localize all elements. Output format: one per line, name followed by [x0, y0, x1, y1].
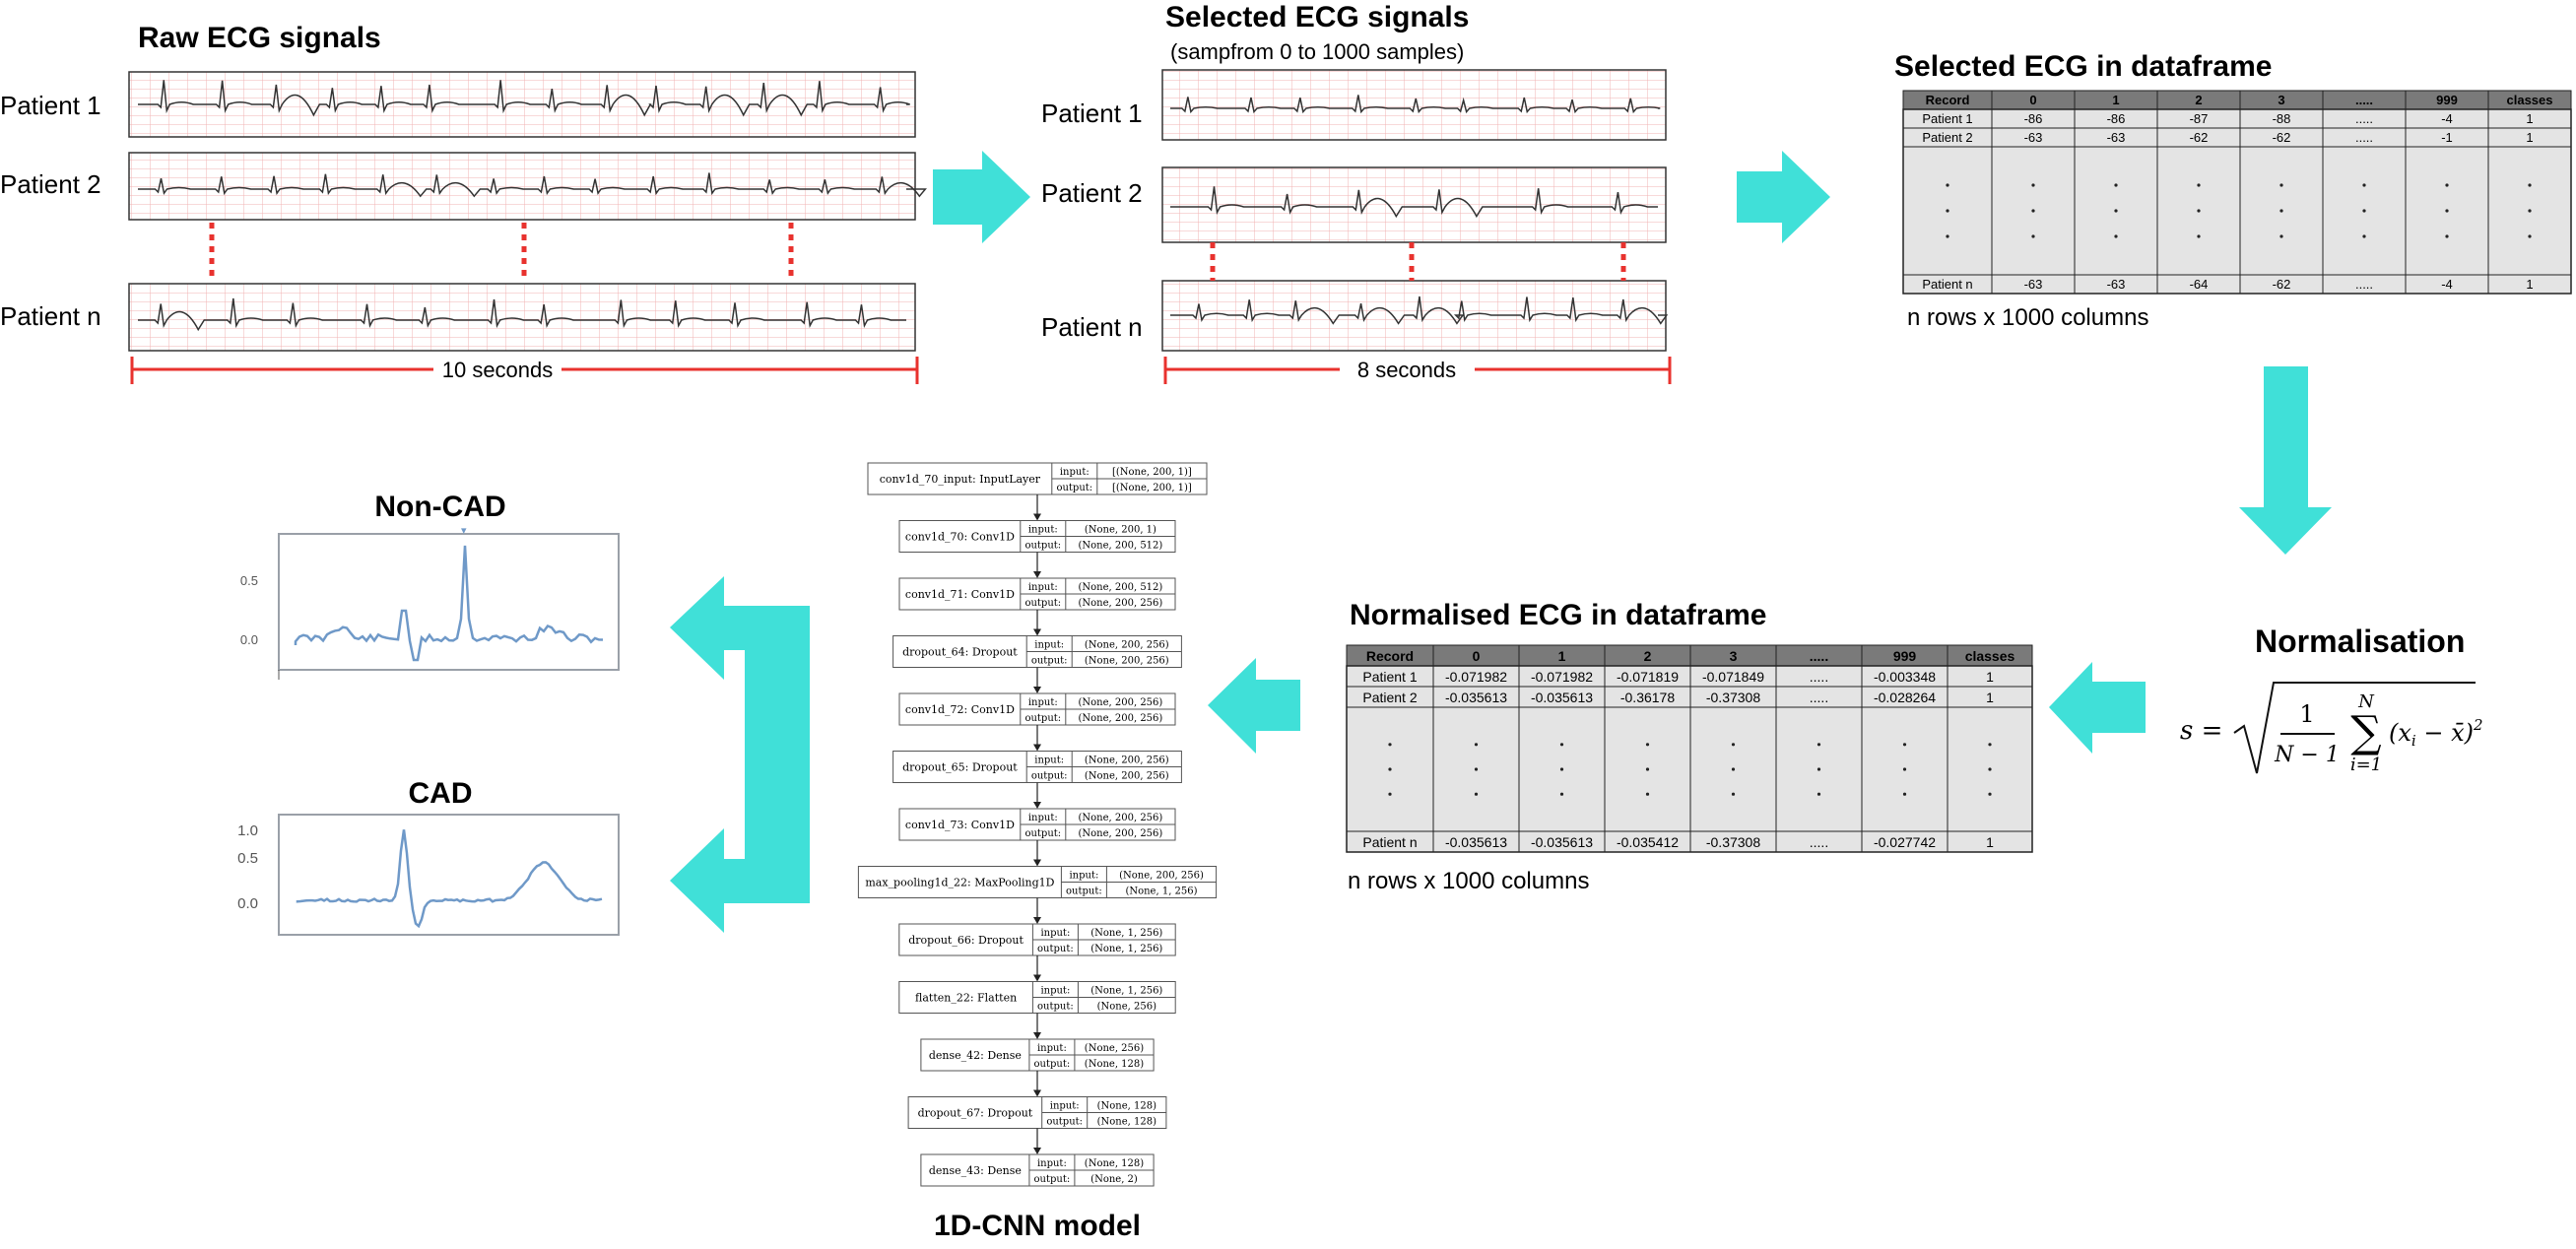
- formula-sum-top: N: [2358, 691, 2374, 712]
- table-header-cell: 0: [2029, 93, 2037, 107]
- formula-lhs: s =: [2180, 716, 2223, 746]
- sel-patient-2-label: Patient 2: [1041, 178, 1143, 208]
- ellipsis-dot: [2445, 234, 2448, 237]
- table-cell: -0.37308: [1705, 690, 1761, 705]
- cnn-layer-name: conv1d_73: Conv1D: [904, 819, 1015, 831]
- table-header-cell: 3: [2278, 93, 2285, 107]
- table-cell: -0.027742: [1873, 834, 1937, 850]
- cnn-layer-name: dropout_67: Dropout: [917, 1106, 1033, 1120]
- ellipsis-dot: [1817, 743, 1820, 746]
- table-header-cell: Record: [1925, 93, 1970, 107]
- raw-patient-n-label: Patient n: [0, 301, 101, 331]
- cnn-input-label: input:: [1036, 1158, 1067, 1169]
- cnn-output-label: output:: [1024, 828, 1062, 839]
- cnn-input-label: input:: [1040, 985, 1071, 997]
- cnn-layer-name: conv1d_72: Conv1D: [904, 703, 1015, 716]
- ellipsis-dot: [2279, 234, 2282, 237]
- cnn-connector-head: [1033, 802, 1041, 809]
- cnn-connector-head: [1033, 1090, 1041, 1097]
- table-header-cell: 1: [1557, 648, 1566, 664]
- cnn-input-shape: (None, 128): [1084, 1158, 1145, 1169]
- cnn-connector-head: [1033, 514, 1041, 521]
- cnn-connector-head: [1033, 975, 1041, 982]
- ellipsis-dot: [1988, 767, 1991, 770]
- normalisation-formula: [2180, 683, 2483, 775]
- ellipsis-dot: [1903, 793, 1906, 796]
- ellipsis-dot: [1946, 183, 1949, 186]
- table-cell: -0.071982: [1530, 669, 1594, 685]
- table-cell: -1: [2441, 130, 2453, 145]
- ellipsis-dot: [2445, 209, 2448, 212]
- ellipsis-dot: [1560, 767, 1563, 770]
- raw-continuation-dots: [212, 223, 791, 282]
- formula-denominator: N − 1: [2275, 743, 2340, 767]
- cnn-input-shape: (None, 200, 256): [1084, 639, 1169, 651]
- sel-patient-1-label: Patient 1: [1041, 99, 1143, 128]
- cnn-layer-name: dense_42: Dense: [928, 1049, 1022, 1062]
- table-cell: 1: [1986, 834, 1994, 850]
- cnn-input-label: input:: [1027, 524, 1058, 536]
- table-cell: -0.035412: [1616, 834, 1680, 850]
- cnn-output-shape: (None, 200, 512): [1078, 540, 1163, 552]
- ellipsis-dot: [1388, 743, 1391, 746]
- noncad-tick-00: 0.0: [239, 632, 258, 647]
- selected-title: Selected ECG signals: [1165, 1, 1470, 33]
- cnn-layer: [899, 578, 1175, 610]
- table-cell: -4: [2441, 111, 2453, 126]
- cnn-input-label: input:: [1049, 1100, 1080, 1112]
- cnn-layer: [893, 752, 1182, 783]
- ellipsis-dot: [1946, 234, 1949, 237]
- table-header-cell: .....: [1809, 648, 1829, 664]
- cad-title: CAD: [408, 777, 473, 810]
- df-selected-title: Selected ECG in dataframe: [1894, 50, 2273, 83]
- cnn-output-shape: (None, 128): [1084, 1059, 1145, 1070]
- ellipsis-dot: [1388, 793, 1391, 796]
- ellipsis-dot: [1817, 767, 1820, 770]
- ellipsis-dot: [1475, 767, 1478, 770]
- cnn-input-label: input:: [1069, 870, 1099, 882]
- cnn-layer-name: conv1d_70_input: InputLayer: [879, 473, 1041, 486]
- cnn-layer-name: conv1d_70: Conv1D: [904, 530, 1015, 544]
- raw-duration-label: 10 seconds: [441, 358, 554, 382]
- cnn-output-shape: [(None, 200, 1)]: [1111, 483, 1192, 493]
- raw-patient-2-label: Patient 2: [0, 169, 101, 199]
- cnn-input-shape: (None, 200, 256): [1084, 755, 1169, 766]
- cnn-title: 1D-CNN model: [933, 1210, 1142, 1242]
- table-header-cell: 999: [2436, 93, 2458, 107]
- raw-title: Raw ECG signals: [138, 22, 381, 54]
- arrow-normalisation-to-dataframe: [2049, 662, 2146, 754]
- ellipsis-dot: [1732, 793, 1735, 796]
- cnn-layer-name: dropout_65: Dropout: [902, 760, 1018, 774]
- df-normalised-caption: n rows x 1000 columns: [1348, 868, 1590, 894]
- ellipsis-dot: [1732, 743, 1735, 746]
- table-header-cell: Record: [1365, 648, 1415, 664]
- cnn-input-label: input:: [1040, 928, 1071, 939]
- cnn-input-shape: (None, 200, 256): [1078, 813, 1163, 823]
- cnn-output-shape: (None, 200, 256): [1084, 770, 1169, 782]
- cnn-layer-stack: [858, 463, 1216, 1186]
- cnn-input-label: input:: [1027, 582, 1058, 593]
- cnn-layer: [899, 924, 1175, 955]
- cnn-layer: [858, 867, 1216, 898]
- table-cell: Patient 2: [1922, 130, 1973, 145]
- ellipsis-dot: [1560, 743, 1563, 746]
- ellipsis-dot: [2031, 209, 2034, 212]
- cnn-layer-name: conv1d_71: Conv1D: [904, 588, 1015, 601]
- df-selected-section: [1894, 50, 2571, 331]
- table-cell: -4: [2441, 277, 2453, 292]
- cnn-input-label: input:: [1036, 1043, 1067, 1054]
- table-header-cell: 999: [1892, 648, 1917, 664]
- cnn-input-label: input:: [1034, 639, 1065, 651]
- ellipsis-dot: [1903, 767, 1906, 770]
- df-normalised-table: [1347, 645, 2032, 852]
- cnn-input-shape: (None, 128): [1096, 1100, 1156, 1112]
- raw-strip-n: [129, 284, 915, 351]
- table-cell: -87: [2189, 111, 2209, 126]
- cnn-input-shape: (None, 200, 256): [1078, 697, 1163, 708]
- cnn-input-label: input:: [1027, 697, 1058, 708]
- cnn-output-shape: (None, 128): [1096, 1116, 1156, 1128]
- table-cell: -63: [2023, 277, 2043, 292]
- cnn-layer-name: max_pooling1d_22: MaxPooling1D: [865, 876, 1055, 889]
- noncad-tick-05: 0.5: [239, 573, 258, 588]
- ellipsis-dot: [2528, 183, 2531, 186]
- cnn-output-label: output:: [1037, 1001, 1074, 1013]
- cnn-output-label: output:: [1056, 483, 1093, 493]
- normalisation-title: Normalisation: [2255, 624, 2466, 659]
- arrow-cnn-to-outputs: [670, 576, 810, 933]
- table-cell: -0.003348: [1873, 669, 1937, 685]
- df-normalised-section: [1347, 599, 2032, 894]
- arrow-dataframe-to-normalisation: [2239, 366, 2332, 555]
- cad-section: [237, 777, 619, 935]
- ellipsis-dot: [2114, 234, 2117, 237]
- ellipsis-dot: [2114, 183, 2117, 186]
- cnn-layer: [921, 1039, 1154, 1071]
- table-cell: 1: [2526, 111, 2534, 126]
- cnn-connector-head: [1033, 571, 1041, 578]
- ellipsis-dot: [1732, 767, 1735, 770]
- arrow-dataframe-to-cnn: [1208, 658, 1300, 754]
- table-cell: .....: [1809, 834, 1829, 850]
- cnn-output-label: output:: [1033, 1059, 1071, 1070]
- selected-subtitle: (sampfrom 0 to 1000 samples): [1170, 39, 1465, 64]
- cnn-output-label: output:: [1024, 598, 1062, 609]
- raw-section: [0, 22, 925, 384]
- df-selected-caption: n rows x 1000 columns: [1907, 304, 2149, 331]
- table-cell: Patient 1: [1922, 111, 1973, 126]
- raw-strip-2: [129, 153, 925, 220]
- cnn-connector-head: [1033, 687, 1041, 693]
- cnn-input-label: input:: [1059, 467, 1090, 478]
- noncad-marker: ▾: [461, 525, 467, 537]
- cnn-output-label: output:: [1024, 540, 1062, 552]
- cnn-input-shape: [(None, 200, 1)]: [1111, 467, 1192, 478]
- arrow-selected-to-dataframe: [1737, 151, 1830, 243]
- noncad-section: [240, 491, 619, 680]
- cnn-output-shape: (None, 256): [1096, 1001, 1156, 1013]
- df-selected-table: [1903, 91, 2571, 294]
- formula-term: ($x_i$ − x̄)$^2$: [2389, 716, 2483, 750]
- ellipsis-dot: [1646, 767, 1649, 770]
- table-cell: 1: [1986, 669, 1994, 685]
- cnn-output-shape: (None, 200, 256): [1078, 828, 1163, 839]
- sigma-icon: ∑: [2350, 707, 2382, 757]
- cnn-layer: [899, 693, 1175, 725]
- ellipsis-dot: [2031, 183, 2034, 186]
- table-cell: -0.035613: [1530, 690, 1594, 705]
- ellipsis-dot: [1988, 743, 1991, 746]
- cad-tick-00: 0.0: [237, 895, 258, 912]
- ellipsis-dot: [2528, 209, 2531, 212]
- cnn-connector-head: [1033, 1148, 1041, 1154]
- table-cell: -0.071982: [1444, 669, 1508, 685]
- table-cell: -86: [2106, 111, 2126, 126]
- cnn-connector-head: [1033, 1032, 1041, 1039]
- ellipsis-dot: [1560, 793, 1563, 796]
- ellipsis-dot: [2114, 209, 2117, 212]
- noncad-title: Non-CAD: [374, 491, 506, 523]
- table-header-cell: 2: [2195, 93, 2203, 107]
- cnn-layer-name: dropout_64: Dropout: [902, 645, 1018, 659]
- table-cell: -88: [2272, 111, 2291, 126]
- table-cell: -64: [2189, 277, 2209, 292]
- ellipsis-dot: [2197, 234, 2200, 237]
- table-cell: -62: [2272, 277, 2291, 292]
- formula-sum-bottom: i=1: [2349, 755, 2383, 775]
- table-cell: .....: [1809, 690, 1829, 705]
- ellipsis-dot: [2362, 234, 2365, 237]
- cnn-input-shape: (None, 200, 1): [1084, 524, 1156, 536]
- selected-section: [1041, 1, 1670, 384]
- cnn-output-label: output:: [1030, 655, 1068, 667]
- df-normalised-title: Normalised ECG in dataframe: [1350, 599, 1767, 631]
- ellipsis-dot: [1475, 743, 1478, 746]
- cnn-layer: [899, 982, 1175, 1014]
- ellipsis-dot: [2279, 209, 2282, 212]
- cnn-output-label: output:: [1046, 1116, 1084, 1128]
- ellipsis-dot: [1475, 793, 1478, 796]
- ellipsis-dot: [2362, 183, 2365, 186]
- ellipsis-dot: [2197, 209, 2200, 212]
- table-cell: .....: [2354, 130, 2374, 145]
- table-header-cell: classes: [2506, 93, 2553, 107]
- table-cell: -63: [2106, 277, 2126, 292]
- table-cell: -63: [2023, 130, 2043, 145]
- cnn-output-label: output:: [1024, 713, 1062, 724]
- cad-tick-05: 0.5: [237, 850, 258, 867]
- ellipsis-dot: [1646, 743, 1649, 746]
- cnn-layer-name: dense_43: Dense: [928, 1164, 1022, 1177]
- ellipsis-dot: [1388, 767, 1391, 770]
- table-header-cell: 2: [1643, 648, 1652, 664]
- sel-continuation-dots: [1213, 242, 1623, 281]
- cnn-output-shape: (None, 200, 256): [1078, 598, 1163, 609]
- table-cell: 1: [2526, 130, 2534, 145]
- ellipsis-dot: [1646, 793, 1649, 796]
- table-cell: -62: [2272, 130, 2291, 145]
- cnn-layer: [921, 1154, 1154, 1186]
- table-cell: -0.36178: [1619, 690, 1676, 705]
- ellipsis-dot: [2528, 234, 2531, 237]
- cnn-input-shape: (None, 256): [1084, 1043, 1145, 1054]
- ellipsis-dot: [2031, 234, 2034, 237]
- cnn-layer-name: dropout_66: Dropout: [908, 934, 1024, 947]
- table-header-cell: 3: [1729, 648, 1738, 664]
- table-cell: -0.071849: [1701, 669, 1765, 685]
- table-cell: -0.37308: [1705, 834, 1761, 850]
- ellipsis-dot: [2279, 183, 2282, 186]
- table-cell: -63: [2106, 130, 2126, 145]
- ellipsis-dot: [2362, 209, 2365, 212]
- table-cell: Patient n: [1362, 834, 1418, 850]
- cnn-layer: [899, 521, 1175, 553]
- formula-numerator: 1: [2299, 700, 2315, 728]
- table-cell: -0.028264: [1873, 690, 1937, 705]
- ellipsis-dot: [1988, 793, 1991, 796]
- cnn-section: [858, 463, 1216, 1242]
- sel-strip-1: [1162, 70, 1666, 140]
- table-header-cell: 1: [2112, 93, 2120, 107]
- cnn-input-shape: (None, 200, 512): [1078, 582, 1163, 593]
- table-cell: -0.035613: [1444, 690, 1508, 705]
- cnn-output-label: output:: [1030, 770, 1068, 782]
- table-cell: 1: [2526, 277, 2534, 292]
- cnn-output-shape: (None, 200, 256): [1084, 655, 1169, 667]
- table-cell: 1: [1986, 690, 1994, 705]
- cnn-layer: [868, 463, 1207, 494]
- cnn-layer-name: flatten_22: Flatten: [915, 991, 1018, 1005]
- table-cell: .....: [1809, 669, 1829, 685]
- cnn-output-label: output:: [1033, 1174, 1071, 1185]
- table-cell: Patient n: [1922, 277, 1973, 292]
- cnn-output-label: output:: [1066, 886, 1102, 897]
- raw-patient-1-label: Patient 1: [0, 91, 101, 120]
- table-cell: .....: [2354, 277, 2374, 292]
- table-cell: Patient 1: [1362, 669, 1418, 685]
- arrow-raw-to-selected: [933, 151, 1030, 243]
- cnn-output-shape: (None, 1, 256): [1090, 944, 1163, 954]
- cnn-input-label: input:: [1034, 755, 1065, 766]
- cnn-input-shape: (None, 1, 256): [1090, 985, 1163, 997]
- table-cell: -62: [2189, 130, 2209, 145]
- cnn-connector-head: [1033, 917, 1041, 924]
- table-cell: -0.035613: [1444, 834, 1508, 850]
- table-cell: -86: [2023, 111, 2043, 126]
- ellipsis-dot: [1817, 793, 1820, 796]
- table-cell: .....: [2354, 111, 2374, 126]
- ellipsis-dot: [1903, 743, 1906, 746]
- ellipsis-dot: [1946, 209, 1949, 212]
- ellipsis-dot: [2445, 183, 2448, 186]
- ellipsis-dot: [2197, 183, 2200, 186]
- cnn-layer: [899, 809, 1175, 840]
- cnn-input-shape: (None, 200, 256): [1119, 870, 1204, 882]
- cnn-layer: [893, 636, 1182, 668]
- normalisation-section: [2180, 624, 2483, 775]
- table-header-cell: .....: [2354, 93, 2374, 107]
- table-cell: -0.071819: [1616, 669, 1680, 685]
- cnn-input-label: input:: [1027, 813, 1058, 823]
- cnn-connector-head: [1033, 745, 1041, 752]
- sel-strip-2: [1162, 167, 1666, 242]
- sel-patient-n-label: Patient n: [1041, 312, 1143, 342]
- cad-tick-10: 1.0: [237, 822, 258, 839]
- cnn-layer: [908, 1097, 1166, 1129]
- sel-duration-label: 8 seconds: [1356, 358, 1457, 382]
- sel-strip-n: [1162, 281, 1667, 351]
- cnn-connector-head: [1033, 860, 1041, 867]
- cnn-output-shape: (None, 200, 256): [1078, 713, 1163, 724]
- raw-strip-1: [129, 72, 915, 137]
- table-header-cell: 0: [1472, 648, 1481, 664]
- table-header-cell: classes: [1964, 648, 2015, 664]
- cnn-connector-head: [1033, 629, 1041, 636]
- table-cell: -0.035613: [1530, 834, 1594, 850]
- cnn-input-shape: (None, 1, 256): [1090, 928, 1163, 939]
- table-cell: Patient 2: [1362, 690, 1418, 705]
- cnn-output-shape: (None, 1, 256): [1125, 886, 1198, 897]
- cnn-output-label: output:: [1037, 944, 1074, 954]
- cnn-output-shape: (None, 2): [1090, 1174, 1138, 1185]
